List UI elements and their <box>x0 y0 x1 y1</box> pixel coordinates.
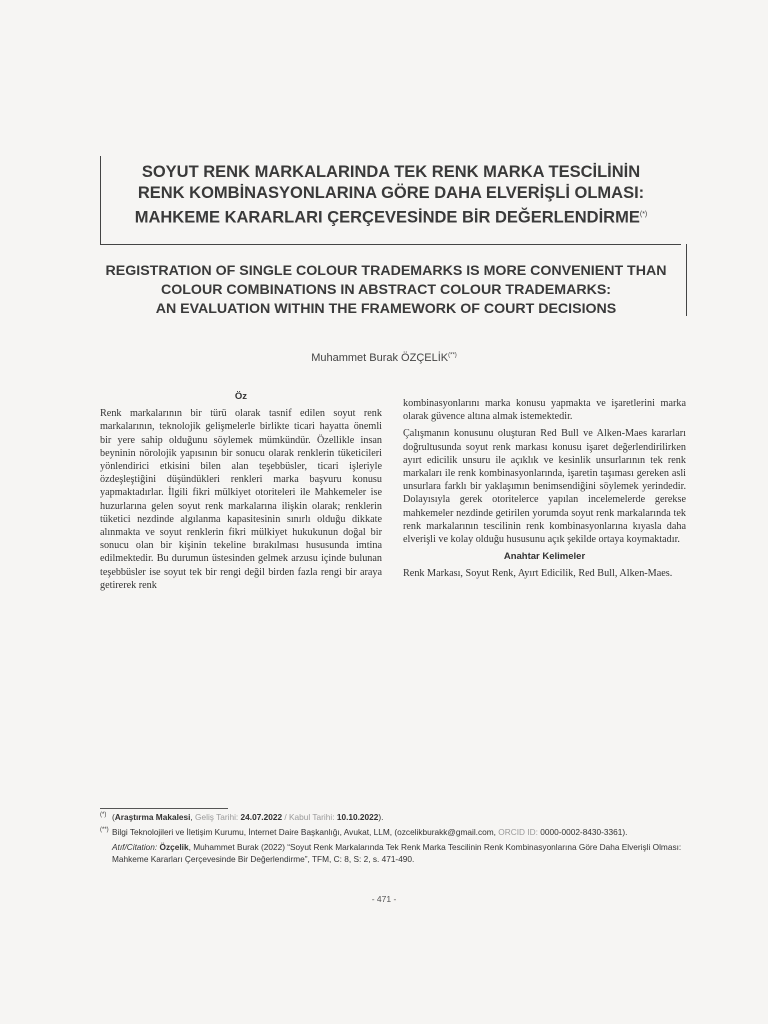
author-email[interactable]: ozcelikburakk@gmail.com <box>397 827 494 837</box>
orcid-label: ORCID ID: <box>498 827 538 837</box>
received-date: 24.07.2022 <box>240 812 283 822</box>
english-title-line-2: COLOUR COMBINATIONS IN ABSTRACT COLOUR TRADEMARKS: <box>160 282 612 298</box>
keywords-text: Renk Markası, Soyut Renk, Ayırt Edicilik, Red Bull, Alken-Maes. <box>403 568 673 580</box>
author-name: Muhammet Burak ÖZÇELİK <box>311 352 449 364</box>
keywords-heading: Anahtar Kelimeler <box>503 551 586 563</box>
author-line <box>0 352 768 364</box>
abstract-left-column <box>100 390 382 596</box>
abstract-paragraph-3: Çalışmanın konusunu oluşturan Red Bull ve Alken-Maes kararları doğrultusunda soyut renk markası konusu işaret değerlendirilirken ayırt edicilik unsuru ile açıklık ve kesinlik unsurlarının tek renk markaları ile renk kombinasyonlarında, işaretin taşıması gereken asli unsurlara farklı bir yaklaşımın benimsendiğini söylemek yerindedir. Dolayısıyla gerek otoritelerce yapılan incelemelerde gerekse mahkemeler nezdinde getirilen yorumda soyut renk markalarında tek renk markalarının tescilinin renk kombinasyonlarına kıyasla daha elverişli ve kolay olduğu hususunu açık şekilde ortaya koymaktadır. <box>403 428 686 546</box>
citation-author: Özçelik <box>159 842 189 852</box>
english-title-line-1: REGISTRATION OF SINGLE COLOUR TRADEMARKS IS MORE CONVENIENT THAN <box>105 263 667 279</box>
turkish-title-line-3-text: MAHKEME KARARLARI ÇERÇEVESİNDE BİR DEĞERLENDİRME <box>134 208 640 227</box>
received-label: Geliş Tarihi: <box>195 812 239 822</box>
turkish-title-line-2: RENK KOMBİNASYONLARINA GÖRE DAHA ELVERİŞLİ OLMASI: <box>137 184 645 202</box>
title-footnote-mark: (*) <box>639 211 648 218</box>
abstract-heading: Öz <box>234 391 248 402</box>
citation-text: , Muhammet Burak (2022) “Soyut Renk Markalarında Tek Renk Marka Tescilinin Renk Kombinasyonlarına Göre Daha Elverişli Olması: Mahkeme Kararları Çerçevesinde Bir Değerlendirme”, TFM, C: 8, S: 2, s. 471-490. <box>112 842 682 864</box>
abstract-right-column <box>403 397 686 585</box>
footnote-2-mark: (**) <box>100 827 109 833</box>
abstract-paragraph-1: Renk markalarının bir türü olarak tasnif edilen soyut renk markalarının, teknolojik gelişmelerle birlikte ticari hayatta önemli bir yere sahip olduğunu söylemek mümkündür. Özellikle insan beyninin nörolojik yapısının bir sonucu olarak renklerin tüketicileri yönlendirici etkisini bilen alan teşebbüsler, ticari işleriyle özdeşleştiğini düşündükleri renkleri marka başvuru konusu yapmaktadırlar. İlgili fikri mülkiyet otoriteleri ile Mahkemeler ise huzurlarına gelen soyut renk markalarına ilişkin olarak; renklerin tüketici nezdinde algılanma kapasitesinin sınırlı olduğu dikkate alınmakta ve soyut renklerin fikri mülkiyet hukukunun doğal bir sonucu olan bir kişinin tekeline bırakılması hususunda imtina edilmektedir. Bu durumun üstesinden gelmek arzusu içinde bulunan teşebbüsler ise soyut tek bir rengi değil birden fazla rengi bir araya getirerek renk <box>100 408 382 591</box>
footnote-1: (*) (Araştırma Makalesi, Geliş Tarihi: 24.07.2022 / Kabul Tarihi: 10.10.2022). <box>100 811 688 823</box>
english-title-line-3: AN EVALUATION WITHIN THE FRAMEWORK OF COURT DECISIONS <box>155 301 617 317</box>
turkish-title-line-3 <box>101 204 681 229</box>
footnote-2: (**) Bilgi Teknolojileri ve İletişim Kurumu, İnternet Daire Başkanlığı, Avukat, LLM, (ozcelikburakk@gmail.com, ORCID ID: 0000-0002-8430-3361). <box>100 826 688 838</box>
english-title-block <box>86 244 687 316</box>
accepted-date: 10.10.2022 <box>336 812 379 822</box>
accepted-label: Kabul Tarihi: <box>289 812 335 822</box>
footnotes <box>100 811 688 868</box>
citation <box>100 841 688 865</box>
turkish-title-block <box>100 156 681 245</box>
author-affiliation: Bilgi Teknolojileri ve İletişim Kurumu, İnternet Daire Başkanlığı, Avukat, LLM, <box>112 827 393 837</box>
english-title <box>86 262 686 319</box>
page-number: - 471 - <box>371 894 397 904</box>
author-footnote-mark: (**) <box>448 352 457 359</box>
footnote-divider <box>100 808 228 809</box>
turkish-title <box>101 162 681 229</box>
orcid-id[interactable]: 0000-0002-8430-3361 <box>540 827 623 837</box>
article-type: Araştırma Makalesi <box>114 812 191 822</box>
turkish-title-line-1: SOYUT RENK MARKALARINDA TEK RENK MARKA TESCİLİNİN <box>141 163 641 181</box>
footnote-1-mark: (*) <box>100 812 107 818</box>
citation-label: Atıf/Citation: <box>112 842 158 852</box>
abstract-paragraph-2: kombinasyonlarını marka konusu yapmakta ve işaretlerini marka olarak güvence altına almak istemektedir. <box>403 398 686 423</box>
